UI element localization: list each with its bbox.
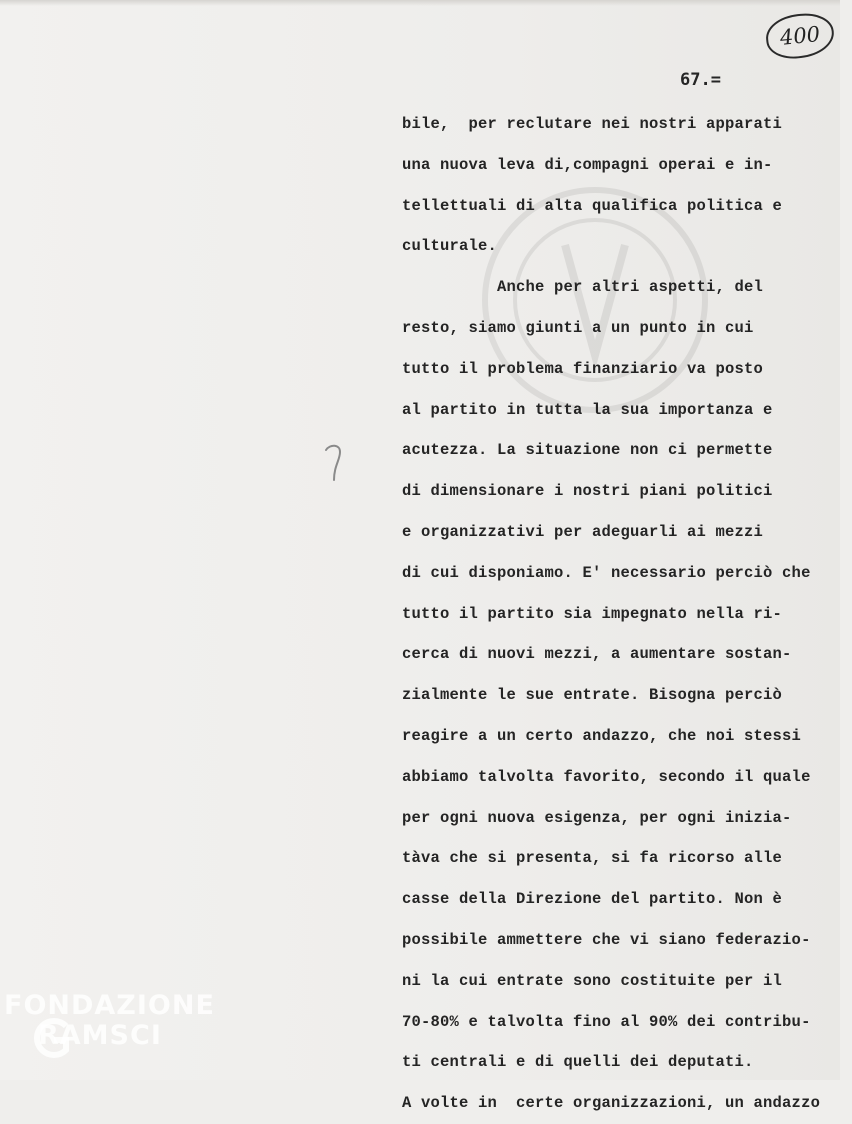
text-line: abbiamo talvolta favorito, secondo il quale xyxy=(402,767,811,786)
page-number: 67.= xyxy=(680,70,721,90)
text-line: e organizzativi per adeguarli ai mezzi xyxy=(402,522,764,541)
text-line: tellettuali di alta qualifica politica e xyxy=(402,196,783,215)
text-line: Anche per altri aspetti, del xyxy=(402,278,764,297)
text-line: tutto il problema finanziario va posto xyxy=(402,359,764,378)
text-line: acutezza. La situazione non ci permette xyxy=(402,441,773,460)
text-line: di dimensionare i nostri piani politici xyxy=(402,482,773,501)
margin-pencil-mark xyxy=(320,440,350,490)
logo-line-1: FONDAZIONE xyxy=(4,990,215,1021)
text-line: cerca di nuovi mezzi, a aumentare sostan- xyxy=(402,645,792,664)
text-line: culturale. xyxy=(402,237,498,256)
text-line: zialmente le sue entrate. Bisogna perciò xyxy=(402,686,783,705)
text-line: bile, per reclutare nei nostri apparati xyxy=(402,115,783,133)
text-line: casse della Direzione del partito. Non è xyxy=(402,890,783,909)
text-line: tutto il partito sia impegnato nella ri- xyxy=(402,604,783,623)
text-line: ti centrali e di quelli dei deputati. xyxy=(402,1053,754,1072)
text-line: A volte in certe organizzazioni, un andazzo xyxy=(402,1094,821,1113)
text-line: resto, siamo giunti a un punto in cui xyxy=(402,318,754,337)
text-line: tàva che si presenta, si fa ricorso alle xyxy=(402,849,783,868)
fondazione-gramsci-logo xyxy=(2,990,215,1080)
text-line: ni la cui entrate sono costituite per il xyxy=(402,971,783,990)
text-line: 70-80% e talvolta fino al 90% dei contribu- xyxy=(402,1012,811,1031)
scan-edge xyxy=(0,0,840,6)
typed-text-body xyxy=(402,104,852,1124)
text-line: possibile ammettere che vi siano federazio- xyxy=(402,930,811,949)
page-reference-handwritten: 400 xyxy=(764,11,836,62)
text-line: per ogni nuova esigenza, per ogni inizia- xyxy=(402,808,792,827)
text-line: al partito in tutta la sua importanza e xyxy=(402,400,773,419)
text-line: di cui disponiamo. E' necessario perciò che xyxy=(402,563,811,582)
text-line: una nuova leva di,compagni operai e in- xyxy=(402,155,773,174)
text-line: reagire a un certo andazzo, che noi stessi xyxy=(402,726,802,745)
logo-line-2: RAMSCI xyxy=(38,1020,162,1051)
